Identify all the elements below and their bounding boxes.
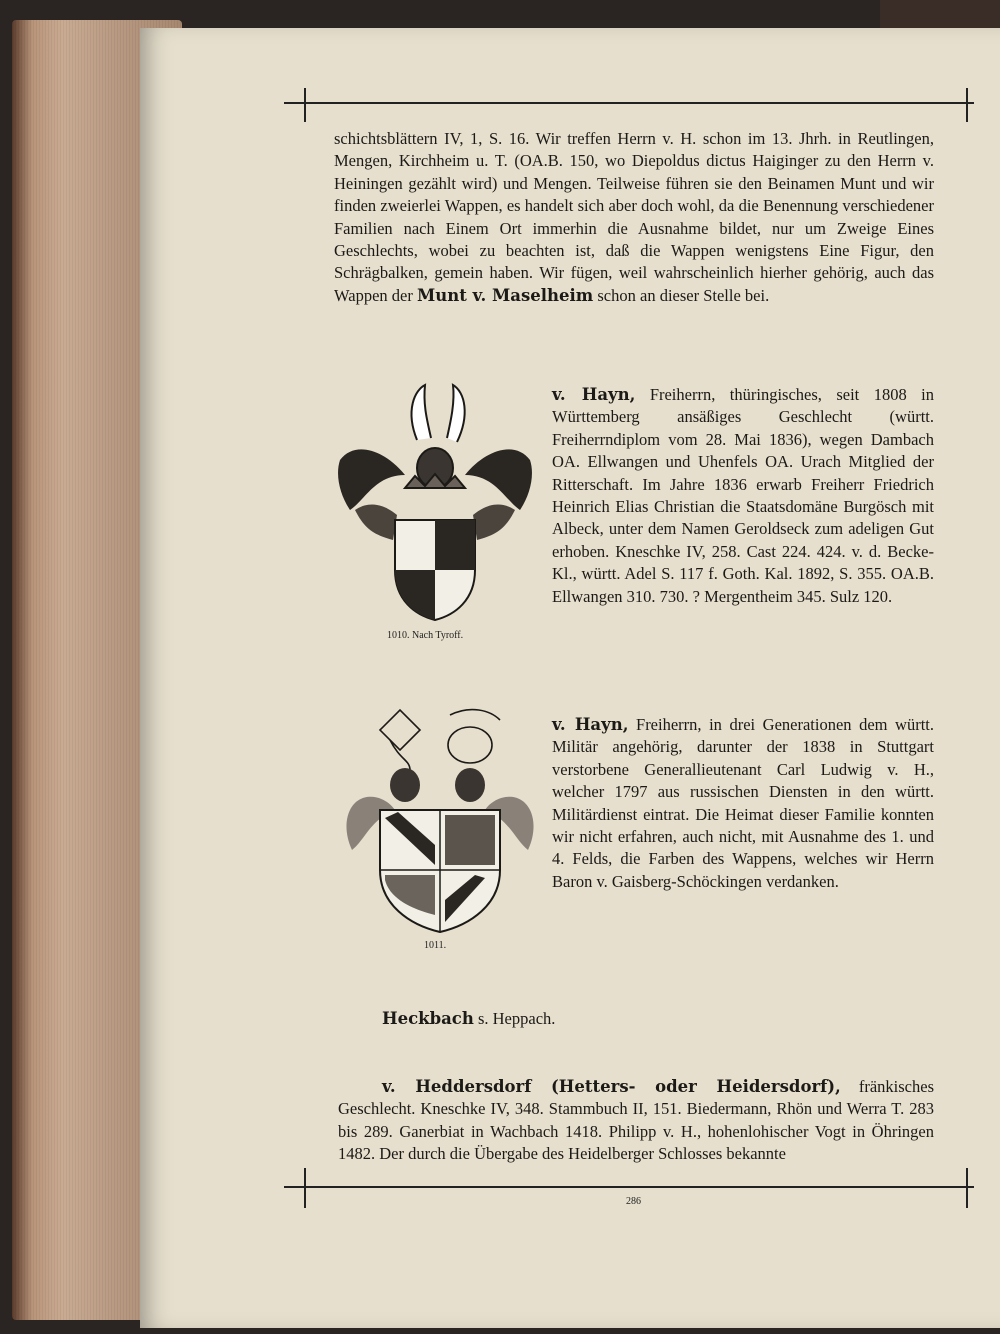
top-rule <box>284 102 974 104</box>
intro-text: schichtsblättern IV, 1, S. 16. Wir treffen Herrn v. H. schon im 13. Jhrh. in Reutlingen, Mengen, Kirchheim u. T. (OA.B. 150, wo Diepoldus dictus Haiginger zu den Herrn v. Heiningen gezählt wird) und Mengen. Teilweise führen sie den Beinamen Munt und wir finden zweierlei Wappen, es handelt sich aber doch wohl, da die Benennung verschiedener Familien nach Einem Ort immerhin die Ausnahme bildet, nur um Zweige Eines Geschlechts, wobei zu beachten ist, daß die Wappen wenigstens Eine Figur, den Schrägbalken, gemein haben. Wir fügen, weil wahrscheinlich hierher gehörig, auch das Wappen der <box>334 129 934 305</box>
entry-heckbach-body: s. Heppach. <box>477 1009 556 1028</box>
page-number: 286 <box>626 1196 641 1207</box>
entry-hayn-1-head: v. Hayn, <box>552 385 636 404</box>
entry-heckbach <box>382 1008 782 1030</box>
bottom-left-tick <box>304 1168 306 1208</box>
intro-end-text: schon an dieser Stelle bei. <box>597 285 770 305</box>
entry-heddersdorf <box>338 1076 934 1166</box>
bottom-rule <box>284 1186 974 1188</box>
coat-of-arms-1010 <box>335 380 535 630</box>
top-left-tick <box>304 88 306 122</box>
top-right-tick <box>966 88 968 122</box>
entry-hayn-2 <box>552 714 934 893</box>
entry-hayn-1 <box>552 384 934 608</box>
entry-hayn-1-body: Freiherrn, thüringisches, seit 1808 in Württemberg ansäßiges Geschlecht (württ. Freiherrndiplom vom 28. Mai 1836), wegen Dambach OA. Ellwangen und Uhenfels OA. Urach Mitglied der Ritterschaft. Im Jahre 1836 erwarb Freiherr Friedrich Heinrich Elias Christian die Staatsdomäne Burgösch mit Albeck, unter dem Namen Geroldseck zum adeligen Gut erhoben. Kneschke IV, 258. Cast 224. 424. v. d. Becke-Kl., württ. Adel S. 117 f. Goth. Kal. 1892, S. 355. OA.B. Ellwangen 310. 730. ? Mergentheim 345. Sulz 120. <box>552 385 934 606</box>
caption-1011: 1011. <box>424 940 447 951</box>
book-cover-edge <box>880 0 1000 30</box>
bottom-right-tick <box>966 1168 968 1208</box>
intro-paragraph <box>334 128 934 307</box>
intro-bold-name: Munt v. Maselheim <box>416 285 594 305</box>
entry-heckbach-head: Heckbach <box>382 1009 474 1028</box>
entry-hayn-2-head: v. Hayn, <box>552 715 629 734</box>
entry-hayn-2-body: Freiherrn, in drei Generationen dem württ. Militär angehörig, darunter der 1838 in Stuttgart verstorbene Generallieutenant Carl Ludwig v. H., welcher 1797 aus russischen Diensten in den württ. Militärdienst eintrat. Die Heimat dieser Familie konnten wir nicht erfahren, auch nicht, mit Ausnahme des 1. und 4. Felds, die Farben des Wappens, welches wir Herrn Baron v. Gaisberg-Schöckingen verdanken. <box>552 715 934 891</box>
entry-heddersdorf-head: v. Heddersdorf (Hetters- oder Heidersdorf), <box>382 1077 841 1096</box>
caption-1010: 1010. Nach Tyroff. <box>387 630 464 641</box>
entry-heddersdorf-body: fränkisches Geschlecht. Kneschke IV, 348. Stammbuch II, 151. Biedermann, Rhön und Werra T. 283 bis 289. Ganerbiat in Wachbach 1418. Philipp v. H., hohenlohischer Vogt in Öhringen 1482. Der durch die Übergabe des Heidelberger Schlosses bekannte <box>338 1077 934 1164</box>
coat-of-arms-1011 <box>340 700 540 940</box>
